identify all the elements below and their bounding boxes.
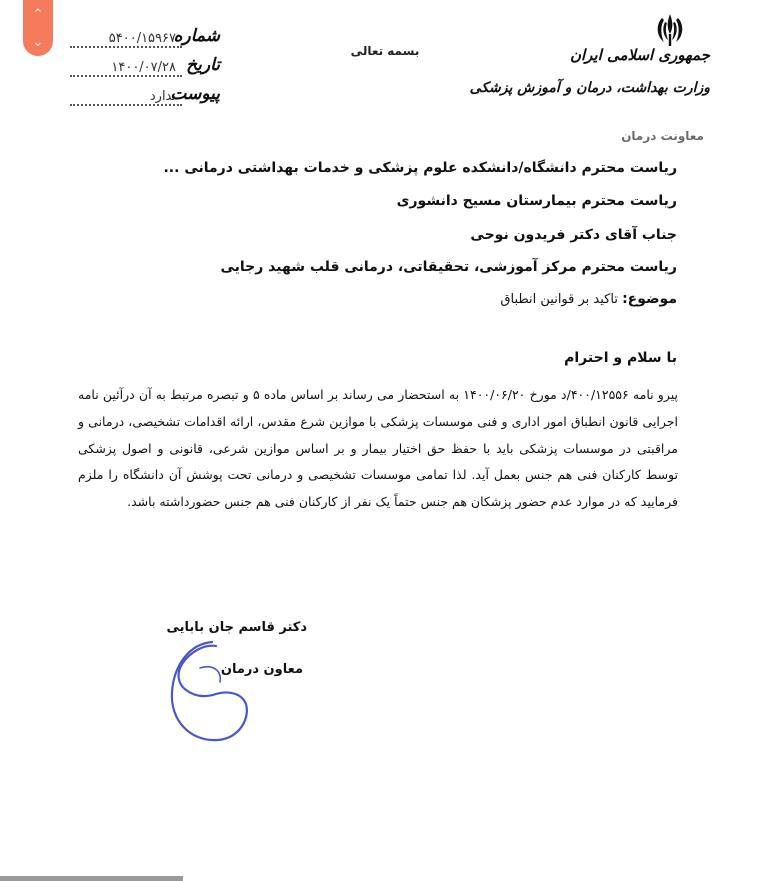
department-title: معاونت درمان	[621, 129, 704, 143]
letter-attachment-field	[70, 86, 220, 108]
letter-number-value: ۵۴۰۰/۱۵۹۶۷	[108, 31, 176, 46]
subject-text: تاکید بر قوانین انطباق	[500, 292, 618, 307]
addressee-3: جناب آقای دکتر فریدون نوحی	[470, 227, 677, 243]
letter-date-label: تاریخ	[186, 55, 220, 75]
chevron-up-icon: ⌃	[32, 6, 44, 22]
letter-attachment-label: پیوست	[170, 84, 220, 104]
letter-number-label: شماره	[173, 26, 220, 46]
letter-number-field	[70, 28, 220, 50]
letter-date-field	[70, 57, 220, 79]
signatory-name: دکتر قاسم جان بابایی	[166, 620, 307, 635]
page-scroll-indicator	[0, 876, 183, 881]
addressee-2: ریاست محترم بیمارستان مسیح دانشوری	[396, 193, 677, 209]
addressee-1: ریاست محترم دانشگاه/دانشکده علوم پزشکی و خدمات بهداشتی درمانی ...	[163, 160, 677, 176]
subject-line	[500, 291, 677, 307]
ministry-title: وزارت بهداشت، درمان و آموزش پزشکی	[469, 80, 710, 96]
chevron-down-icon: ⌄	[32, 34, 44, 50]
salutation: با سلام و احترام	[564, 350, 677, 366]
signatory-title: معاون درمان	[220, 662, 303, 677]
handwritten-signature	[160, 634, 260, 754]
addressee-4: ریاست محترم مرکز آموزشی، تحقیقاتی، درمانی قلب شهید رجایی	[220, 259, 677, 275]
iran-emblem-icon	[651, 10, 689, 50]
republic-title: جمهوری اسلامی ایران	[569, 46, 710, 64]
letter-attachment-value: ندارد	[149, 89, 176, 104]
subject-label: موضوع:	[622, 291, 677, 307]
letter-body: پیرو نامه ۴۰۰/۱۲۵۵۶/د مورخ ۱۴۰۰/۰۶/۲۰ به استحضار می رساند بر اساس ماده ۵ و تبصره مرتبط به آن درآئین نامه اجرایی قانون انطباق امور اداری و فنی موسسات پزشکی با موازین شرع مقدس، ارائه اقدامات تشخیصی، درمانی و مراقبتی در موسسات پزشکی باید با حفظ حق اختیار بیمار و بر اساس موازین شرعی، قانونی و اصول پزشکی توسط کارکنان فنی هم جنس بعمل آید. لذا تمامی موسسات تشخیصی و درمانی تحت پوشش آن دانشگاه را ملزم فرمایید که در موارد عدم حضور پزشکان هم جنس حتماً یک نفر از کارکنان فنی هم جنس حضورداشته باشد.	[78, 387, 678, 510]
scroll-toggle-button[interactable]	[23, 0, 53, 56]
besm-heading: بسمه تعالی	[350, 44, 420, 58]
letter-date-value: ۱۴۰۰/۰۷/۲۸	[111, 60, 176, 75]
